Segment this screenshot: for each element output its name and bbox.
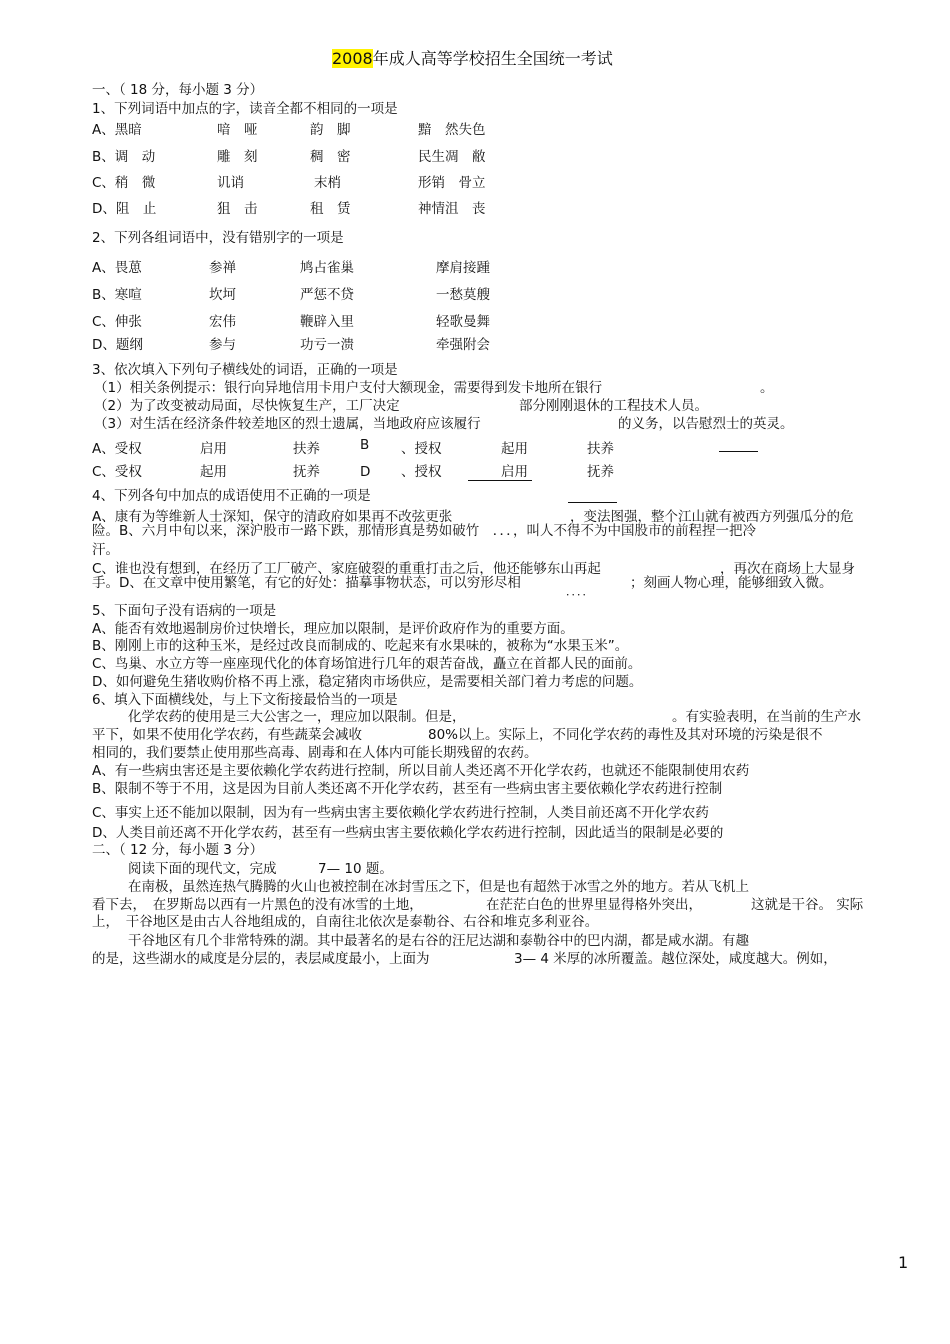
q1-b1: B、调 动	[92, 149, 156, 165]
page-title	[332, 46, 613, 69]
q6-para-1a: 化学农药的使用是三大公害之一，理应加以限制。但是，	[128, 709, 466, 725]
q3-b-letter: B	[360, 437, 370, 453]
q2-stem: 2、下列各组词语中，没有错别字的一项是	[92, 230, 344, 246]
q1-b4: 民生凋 敝	[418, 149, 486, 165]
q1-a4: 黯 然失色	[418, 122, 486, 138]
q3-d1: 、授权	[401, 464, 442, 480]
reading-p2b: 在茫茫白色的世界里显得格外突出，	[486, 897, 702, 913]
q2-d4: 牵强附会	[436, 337, 490, 353]
q1-c2: 讥诮	[217, 175, 244, 191]
reading-p5b: 3— 4 米厚的冰所覆盖。越位深处，咸度越大。例如，	[514, 951, 837, 967]
q1-c1: C、稍 微	[92, 175, 156, 191]
q2-a1: A、畏葸	[92, 260, 142, 276]
q2-b1: B、寒喧	[92, 287, 142, 303]
q6-para-3: 相同的，我们要禁止使用那些高毒、剧毒和在人体内可能长期残留的农药。	[92, 745, 538, 761]
q1-c4: 形销 骨立	[418, 175, 486, 191]
q2-d2: 参与	[209, 337, 236, 353]
q4-line-4a: C、谁也没有想到，在经历了工厂破产、家庭破裂的重重打击之后，他还能够东山再起	[92, 561, 601, 577]
q2-c3: 鞭辟入里	[300, 314, 354, 330]
q2-b4: 一愁莫艘	[436, 287, 490, 303]
reading-p4: 干谷地区有几个非常特殊的湖。其中最著名的是右谷的汪尼达湖和泰勒谷中的巴内湖，都是咸水湖。有趣	[128, 933, 749, 949]
q6-option-c: C、事实上还不能加以限制，因为有一些病虫害主要依赖化学农药进行控制，人类目前还离不开化学农药	[92, 805, 709, 821]
q3-a2: 启用	[200, 441, 227, 457]
reading-intro-a: 阅读下面的现代文，完成	[128, 861, 277, 877]
reading-p3: 上， 干谷地区是由古人谷地组成的，自南往北依次是泰勒谷、右谷和堆克多利亚谷。	[92, 914, 599, 930]
q2-b3: 严惩不贷	[300, 287, 354, 303]
q3-c3: 抚养	[293, 464, 320, 480]
q6-stem: 6、填入下面横线处，与上下文衔接最恰当的一项是	[92, 692, 398, 708]
q1-stem: 1、下列词语中加点的字，读音全都不相同的一项是	[92, 101, 398, 117]
q3-d-letter: D	[360, 464, 371, 480]
q3-d3: 抚养	[587, 464, 614, 480]
reading-p2c: 这就是干谷。 实际	[751, 897, 864, 913]
q1-c3: 末梢	[314, 175, 341, 191]
q2-a4: 摩肩接踵	[436, 260, 490, 276]
q5-option-d: D、如何避免生猪收购价格不再上涨，稳定猪肉市场供应，是需要相关部门着力考虑的问题。	[92, 674, 643, 690]
title-year: 2008	[332, 49, 373, 68]
q5-stem: 5、下面句子没有语病的一项是	[92, 603, 277, 619]
q3-a3: 扶养	[293, 441, 320, 457]
title-text: 年成人高等学校招生全国统一考试	[372, 49, 613, 68]
q6-para-2a: 平下，如果不使用化学农药，有些蔬菜会减收	[92, 727, 362, 743]
q1-d3: 租 赁	[310, 201, 351, 217]
q6-option-a: A、有一些病虫害还是主要依赖化学农药进行控制，所以目前人类还离不开化学农药，也就还不能限制使用农药	[92, 763, 750, 779]
q2-a2: 参禅	[209, 260, 236, 276]
section1-header: 一、（ 18 分，每小题 3 分）	[92, 82, 264, 98]
answer-underline	[468, 480, 532, 481]
reading-p2a: 看下去， 在罗斯岛以西有一片黑色的没有冰雪的土地，	[92, 897, 423, 913]
q3-sentence-2b: 部分刚刚退休的工程技术人员。	[519, 398, 708, 414]
q3-a1: A、受权	[92, 441, 142, 457]
q3-c1: C、受权	[92, 464, 142, 480]
q3-b1: 、授权	[401, 441, 442, 457]
q4-line-4b: ，再次在商场上大显身	[720, 561, 855, 577]
q5-option-c: C、鸟巢、水立方等一座座现代化的体育场馆进行几年的艰苦奋战，矗立在首都人民的面前。	[92, 656, 642, 672]
q3-stem: 3、依次填入下列句子横线处的词语，正确的一项是	[92, 362, 398, 378]
q4-stem: 4、下列各句中加点的成语使用不正确的一项是	[92, 488, 371, 504]
q4-line-2: 险。B、六月中旬以来，深沪股市一路下跌，那情形真是势如破竹 ．．．，叫人不得不为中国股市的前程捏一把冷	[92, 523, 757, 539]
q2-c2: 宏伟	[209, 314, 236, 330]
q6-para-2b: 80%以上。实际上，不同化学农药的毒性及其对环境的污染是很不	[428, 727, 823, 743]
q1-d1: D、阻 止	[92, 201, 157, 217]
q5-option-a: A、能否有效地遏制房价过快增长，理应加以限制，是评价政府作为的重要方面。	[92, 621, 574, 637]
answer-underline	[568, 502, 617, 503]
q2-c4: 轻歌曼舞	[436, 314, 490, 330]
q3-sentence-3b: 的义务，以告慰烈士的英灵。	[618, 416, 794, 432]
answer-underline	[719, 451, 758, 452]
q1-a2: 喑 哑	[217, 122, 258, 138]
q2-a3: 鸠占雀巢	[300, 260, 354, 276]
q3-d2: 启用	[501, 464, 528, 480]
q1-b3: 稠 密	[310, 149, 351, 165]
q1-a1: A、黑暗	[92, 122, 142, 138]
q3-c2: 起用	[200, 464, 227, 480]
q4-line-5b: ；刻画人物心理，能够细致入微。	[630, 575, 833, 591]
q3-b3: 扶养	[587, 441, 614, 457]
q4-line-1a: A、康有为等维新人士深知，保守的清政府如果再不改弦更张	[92, 509, 453, 525]
reading-p5a: 的是，这些湖水的咸度是分层的，表层咸度最小，上面为	[92, 951, 430, 967]
q2-b2: 坎坷	[209, 287, 236, 303]
q4-line-1b: ，变法图强，整个江山就有被西方列强瓜分的危	[570, 509, 854, 525]
q1-d2: 狙 击	[217, 201, 258, 217]
q4-line-5a: 手。D、在文章中使用繁笔，有它的好处：描摹事物状态，可以穷形尽相	[92, 575, 521, 591]
emphasis-dots: ．．．．	[566, 585, 594, 598]
q2-c1: C、伸张	[92, 314, 142, 330]
q1-b2: 雕 刻	[217, 149, 258, 165]
page-number: 1	[898, 1253, 909, 1272]
q1-a3: 韵 脚	[310, 122, 351, 138]
q3-b2: 起用	[501, 441, 528, 457]
q6-option-d: D、人类目前还离不开化学农药，甚至有一些病虫害主要依赖化学农药进行控制，因此适当的限制是必要的	[92, 825, 724, 841]
reading-p1: 在南极，虽然连热气腾腾的火山也被控制在冰封雪压之下，但是也有超然于冰雪之外的地方。若从飞机上	[128, 879, 749, 895]
reading-intro-b: 7— 10 题。	[318, 861, 393, 877]
q1-d4: 神情沮 丧	[418, 201, 486, 217]
q5-option-b: B、刚刚上市的这种玉米，是经过改良而制成的、吃起来有水果味的，被称为“水果玉米”。	[92, 638, 629, 654]
q2-d1: D、题纲	[92, 337, 143, 353]
section2-header: 二、（ 12 分，每小题 3 分）	[92, 842, 264, 858]
q3-sentence-2a: （2）为了改变被动局面，尽快恢复生产，工厂决定	[94, 398, 400, 414]
q3-sentence-3a: （3）对生活在经济条件较差地区的烈士遗属，当地政府应该履行	[94, 416, 481, 432]
q6-para-1b: 。有实验表明，在当前的生产水	[672, 709, 861, 725]
q3-sentence-1-end: 。	[760, 380, 774, 396]
q4-line-3: 汗。	[92, 542, 119, 558]
q3-sentence-1: （1）相关条例提示：银行向异地信用卡用户支付大额现金，需要得到发卡地所在银行	[94, 380, 603, 396]
q6-option-b: B、限制不等于不用，这是因为目前人类还离不开化学农药，甚至有一些病虫害主要依赖化学农药进行控制	[92, 781, 723, 797]
q2-d3: 功亏一溃	[300, 337, 354, 353]
